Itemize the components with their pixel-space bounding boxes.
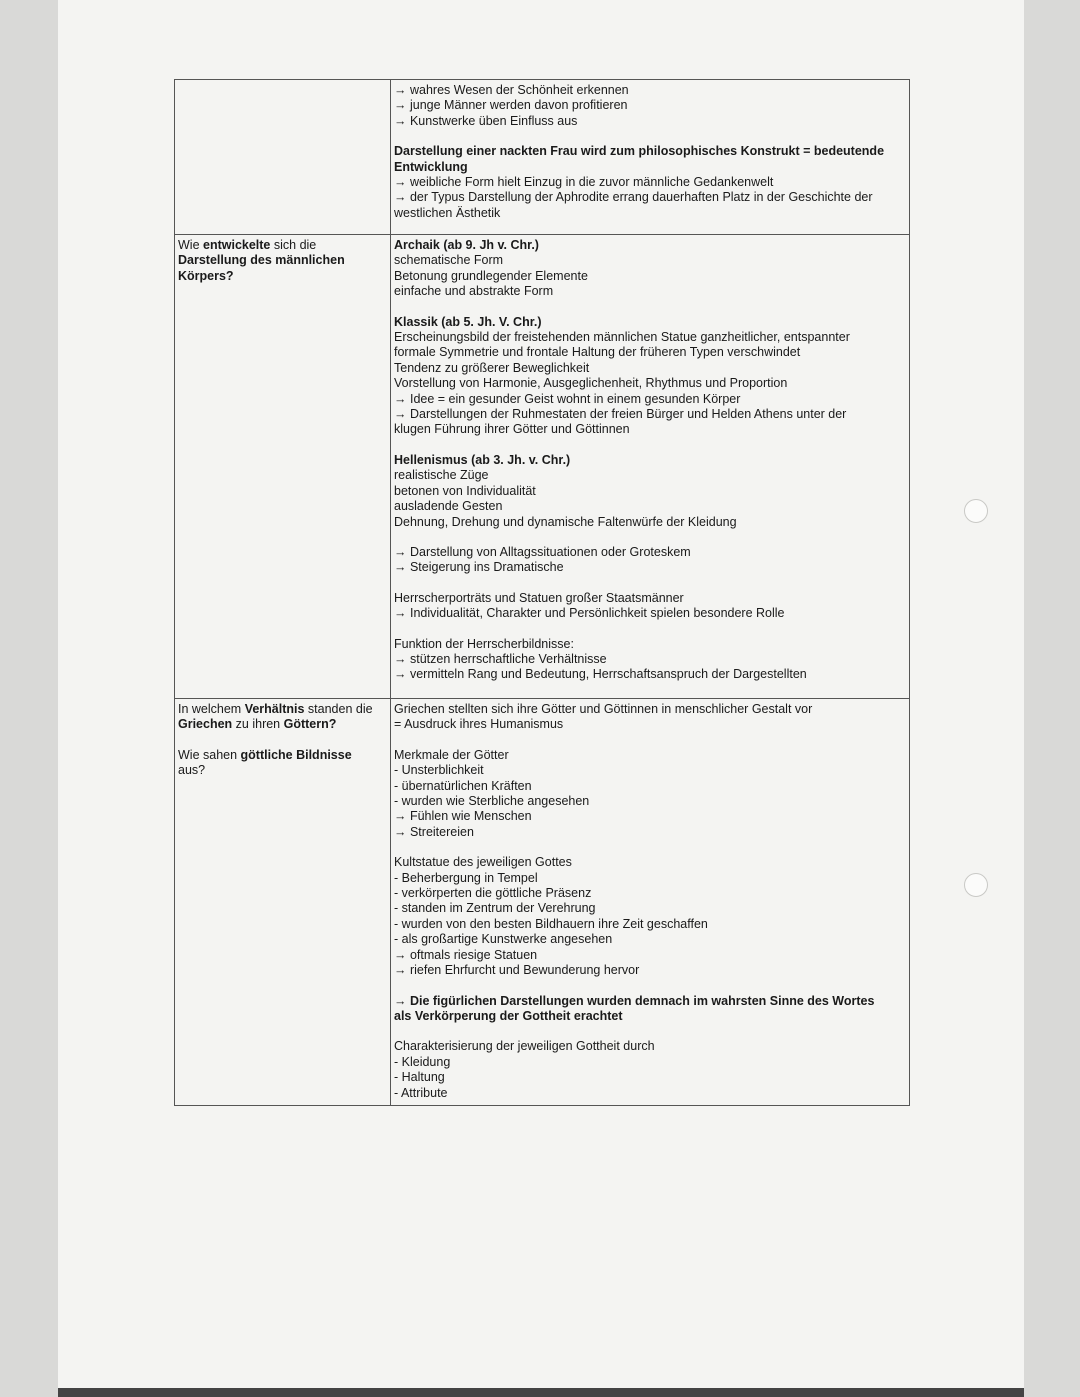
text-segment: standen die [304, 702, 373, 716]
blank-line [394, 438, 906, 453]
text-segment: → weibliche Form hielt Einzug in die zuvor männliche Gedankenwelt [394, 175, 774, 190]
text-segment: - Unsterblichkeit [394, 763, 484, 778]
blank-line [394, 530, 906, 545]
answer-line [394, 190, 906, 205]
text-segment: - wurden von den besten Bildhauern ihre Zeit geschaffen [394, 916, 708, 931]
question-cell [175, 235, 391, 699]
text-segment: betonen von Individualität [394, 483, 536, 498]
table-row [175, 80, 910, 235]
text-segment: → der Typus Darstellung der Aphrodite errang dauerhaften Platz in der Geschichte der [394, 190, 873, 205]
answer-line [394, 160, 906, 175]
text-segment: - als großartige Kunstwerke angesehen [394, 932, 613, 947]
text-segment: - wurden wie Sterbliche angesehen [394, 794, 590, 809]
text-segment: = Ausdruck ihres Humanismus [394, 717, 564, 732]
text-segment: In welchem [178, 702, 245, 716]
text-segment: ausladende Gesten [394, 499, 503, 514]
answer-line [394, 144, 906, 159]
text-segment: Betonung grundlegender Elemente [394, 268, 588, 283]
notes-table [174, 79, 910, 1106]
answer-line [394, 637, 906, 652]
punch-hole-top [964, 499, 988, 523]
answer-line [394, 606, 906, 621]
text-segment: → Darstellung von Alltagssituationen oder Groteskem [394, 544, 691, 559]
answer-cell [391, 80, 910, 235]
text-segment: Griechen stellten sich ihre Götter und Göttinnen in menschlicher Gestalt vor [394, 702, 813, 716]
answer-line [394, 779, 906, 794]
text-segment: Hellenismus (ab 3. Jh. v. Chr.) [394, 452, 571, 467]
text-segment: - Attribute [394, 1085, 448, 1100]
blank-line [394, 129, 906, 144]
blank-line [394, 622, 906, 637]
text-segment: → wahres Wesen der Schönheit erkennen [394, 83, 629, 97]
text-segment: Funktion der Herrscherbildnisse: [394, 636, 574, 651]
answer-line [394, 422, 906, 437]
text-segment: einfache und abstrakte Form [394, 284, 554, 299]
text-segment: zu ihren [232, 717, 284, 732]
text-segment: sich die [270, 238, 317, 252]
text-segment: Tendenz zu größerer Beweglichkeit [394, 360, 590, 375]
text-segment: → Die figürlichen Darstellungen wurden demnach im wahrsten Sinne des Wortes [394, 993, 875, 1008]
text-segment: realistische Züge [394, 468, 489, 483]
text-segment: göttliche Bildnisse [240, 747, 352, 762]
text-segment: Griechen [178, 717, 233, 732]
answer-line [394, 560, 906, 575]
text-segment: Verhältnis [244, 702, 305, 716]
answer-line [394, 763, 906, 778]
question-line [178, 702, 387, 717]
answer-line [394, 652, 906, 667]
answer-line [394, 794, 906, 809]
answer-line [394, 871, 906, 886]
question-line [178, 269, 387, 284]
answer-line [394, 809, 906, 824]
text-segment: → riefen Ehrfurcht und Bewunderung hervor [394, 963, 640, 978]
answer-line [394, 994, 906, 1009]
answer-line [394, 499, 906, 514]
answer-line [394, 392, 906, 407]
answer-line [394, 748, 906, 763]
answer-line [394, 1086, 906, 1101]
text-segment: → stützen herrschaftliche Verhältnisse [394, 651, 607, 666]
text-segment: → junge Männer werden davon profitieren [394, 98, 628, 113]
scan-edge [58, 1388, 1024, 1397]
question-line [178, 253, 387, 268]
answer-line [394, 932, 906, 947]
text-segment: - Kleidung [394, 1054, 451, 1069]
question-cell [175, 80, 391, 235]
answer-line [394, 901, 906, 916]
text-segment: - verkörperten die göttliche Präsenz [394, 886, 592, 901]
answer-line [394, 963, 906, 978]
answer-line [394, 702, 906, 717]
text-segment: Vorstellung von Harmonie, Ausgeglichenheit, Rhythmus und Proportion [394, 376, 788, 391]
text-segment: - Haltung [394, 1070, 445, 1085]
blank-line [394, 1024, 906, 1039]
text-segment: Herrscherporträts und Statuen großer Staatsmänner [394, 590, 684, 605]
answer-line [394, 1055, 906, 1070]
text-segment: formale Symmetrie und frontale Haltung der früheren Typen verschwindet [394, 345, 801, 360]
text-segment: schematische Form [394, 253, 504, 268]
answer-line [394, 545, 906, 560]
text-segment: Klassik (ab 5. Jh. V. Chr.) [394, 314, 542, 329]
text-segment: → Steigerung ins Dramatische [394, 560, 564, 575]
text-segment: Dehnung, Drehung und dynamische Faltenwürfe der Kleidung [394, 514, 737, 529]
text-segment: Entwicklung [394, 159, 468, 174]
text-segment: Darstellung einer nackten Frau wird zum philosophisches Konstrukt = bedeutende [394, 144, 885, 159]
punch-hole-bottom [964, 873, 988, 897]
answer-line [394, 1039, 906, 1054]
text-segment: → Streitereien [394, 824, 474, 839]
blank-line [394, 979, 906, 994]
question-line [178, 748, 387, 763]
answer-line [394, 591, 906, 606]
text-segment: westlichen Ästhetik [394, 205, 501, 220]
text-segment: → Kunstwerke üben Einfluss aus [394, 113, 578, 128]
answer-line [394, 855, 906, 870]
text-segment: Wie sahen [178, 747, 241, 762]
answer-line [394, 468, 906, 483]
text-segment: - Beherbergung in Tempel [394, 870, 538, 885]
text-segment: Archaik (ab 9. Jh v. Chr.) [394, 238, 539, 252]
answer-line [394, 453, 906, 468]
blank-line [394, 733, 906, 748]
text-segment: - standen im Zentrum der Verehrung [394, 901, 596, 916]
table-row [175, 235, 910, 699]
text-segment: Erscheinungsbild der freistehenden männlichen Statue ganzheitlicher, entspannter [394, 330, 850, 345]
answer-line [394, 284, 906, 299]
text-segment: → oftmals riesige Statuen [394, 947, 538, 962]
answer-line [394, 345, 906, 360]
answer-cell [391, 699, 910, 1106]
answer-line [394, 886, 906, 901]
question-cell [175, 699, 391, 1106]
blank-line [394, 300, 906, 315]
answer-line [394, 114, 906, 129]
text-segment: entwickelte [203, 238, 271, 252]
answer-line [394, 717, 906, 732]
text-segment: → Individualität, Charakter und Persönlichkeit spielen besondere Rolle [394, 606, 785, 621]
answer-line [394, 253, 906, 268]
text-segment: aus? [178, 763, 206, 778]
answer-line [394, 407, 906, 422]
text-segment: Göttern? [283, 717, 337, 732]
question-line [178, 763, 387, 778]
text-segment: → Fühlen wie Menschen [394, 809, 532, 824]
text-segment: Charakterisierung der jeweiligen Gottheit durch [394, 1039, 655, 1054]
answer-cell [391, 235, 910, 699]
answer-line [394, 315, 906, 330]
answer-line [394, 330, 906, 345]
text-segment: Kultstatue des jeweiligen Gottes [394, 855, 572, 870]
answer-line [394, 376, 906, 391]
blank-line [394, 840, 906, 855]
answer-line [394, 917, 906, 932]
answer-line [394, 948, 906, 963]
answer-line [394, 206, 906, 221]
question-line [178, 717, 387, 732]
answer-line [394, 515, 906, 530]
answer-line [394, 484, 906, 499]
answer-line [394, 361, 906, 376]
answer-line [394, 238, 906, 253]
answer-line [394, 825, 906, 840]
question-line [178, 238, 387, 253]
answer-line [394, 83, 906, 98]
blank-line [394, 576, 906, 591]
answer-line [394, 667, 906, 682]
blank-line [178, 733, 387, 748]
answer-line [394, 1070, 906, 1085]
answer-line [394, 98, 906, 113]
answer-line [394, 175, 906, 190]
text-segment: Körpers? [178, 268, 234, 283]
text-segment: → Darstellungen der Ruhmestaten der freien Bürger und Helden Athens unter der [394, 407, 847, 422]
answer-line [394, 269, 906, 284]
text-segment: klugen Führung ihrer Götter und Göttinnen [394, 422, 630, 437]
text-segment: - übernatürlichen Kräften [394, 778, 532, 793]
text-segment: Merkmale der Götter [394, 747, 509, 762]
table-row [175, 699, 910, 1106]
text-segment: → Idee = ein gesunder Geist wohnt in einem gesunden Körper [394, 391, 741, 406]
answer-line [394, 1009, 906, 1024]
text-segment: → vermitteln Rang und Bedeutung, Herrschaftsanspruch der Dargestellten [394, 667, 807, 682]
text-segment: Darstellung des männlichen [178, 253, 345, 268]
text-segment: Wie [178, 238, 203, 252]
text-segment: als Verkörperung der Gottheit erachtet [394, 1008, 623, 1023]
